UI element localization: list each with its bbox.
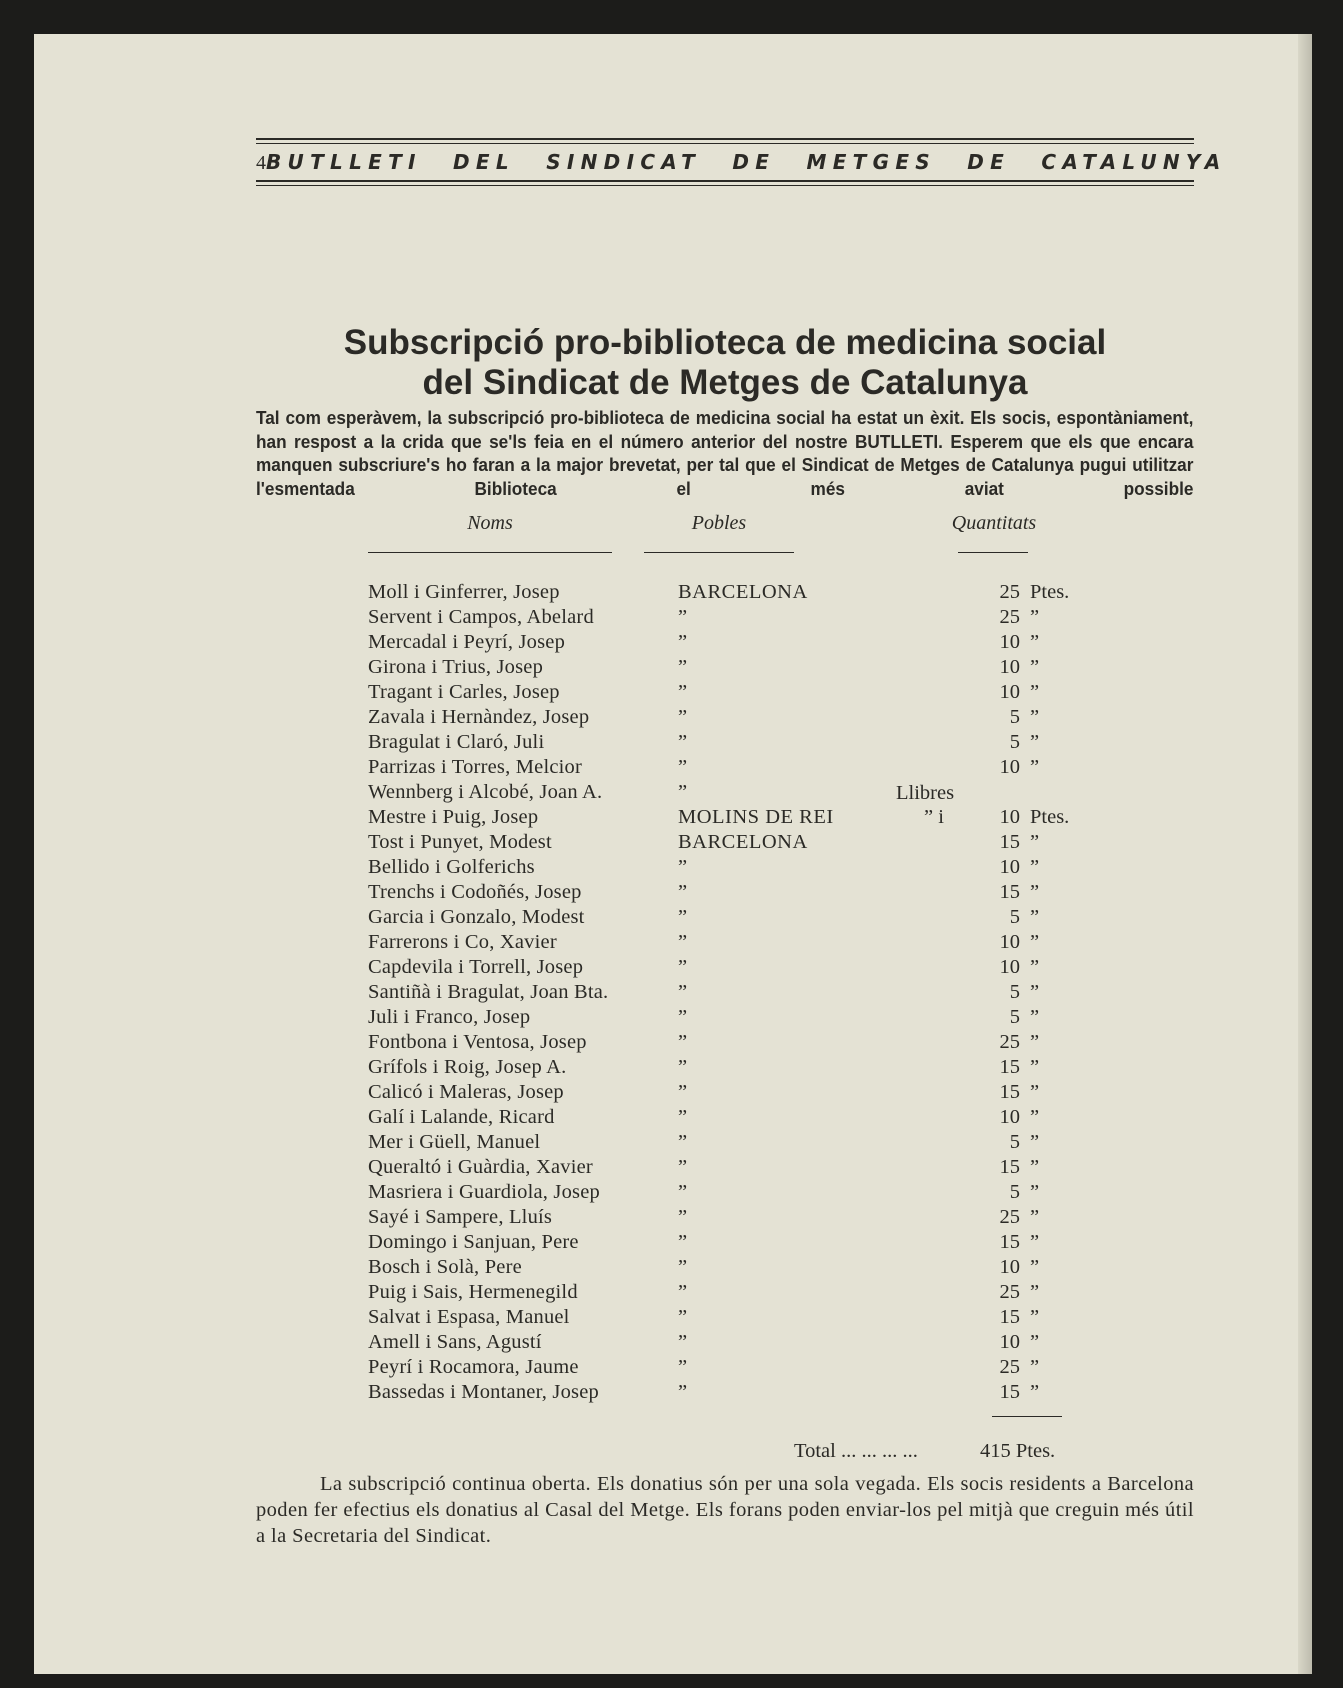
donation-amount: 5 — [1009, 1181, 1020, 1203]
header-rule-top — [256, 138, 1194, 140]
donation-unit: ” — [1030, 1356, 1040, 1378]
subscriber-town: ” — [678, 1056, 688, 1078]
closing-paragraph: La subscripció continua oberta. Els donatius són per una sola vegada. Els socis residents a Barcelona poden fer efectius els donatius al Casal del Metge. Els forans poden enviar-los pel mitjà que creguin més útil a la Secretaria del Sindicat. — [256, 1473, 1194, 1547]
subscriber-town: ” — [678, 1231, 688, 1253]
donation-amount: 10 — [999, 1331, 1020, 1353]
subscriber-town: ” — [678, 731, 688, 753]
donation-unit: ” — [1030, 1081, 1040, 1103]
subscriber-town: ” — [678, 1306, 688, 1328]
subscriber-town: ” — [678, 606, 688, 628]
subscriber-town: ” — [678, 1131, 688, 1153]
subscriber-town: ” — [678, 1031, 688, 1053]
subscriber-name: Parrizas i Torres, Melcior — [368, 756, 583, 778]
table-row — [34, 930, 1312, 955]
column-rule-amounts — [958, 552, 1028, 553]
subscriber-town: ” — [678, 881, 688, 903]
donation-unit: ” — [1030, 856, 1040, 878]
donation-unit: ” — [1030, 1131, 1040, 1153]
page-number: 4 — [256, 152, 266, 174]
donation-unit: ” — [1030, 1331, 1040, 1353]
donation-unit: ” — [1030, 656, 1040, 678]
subscriber-town: ” — [678, 1281, 688, 1303]
donation-unit: ” — [1030, 756, 1040, 778]
subscriber-name: Galí i Lalande, Ricard — [368, 1106, 555, 1128]
donation-unit: ” — [1030, 606, 1040, 628]
table-row — [34, 955, 1312, 980]
header-rule-bottom-thin — [256, 185, 1194, 186]
subscriber-name: Bosch i Solà, Pere — [368, 1256, 522, 1278]
table-row — [34, 1055, 1312, 1080]
table-row — [34, 1105, 1312, 1130]
donation-amount: 10 — [999, 756, 1020, 778]
subscriber-town: ” — [678, 981, 688, 1003]
subscriber-name: Salvat i Espasa, Manuel — [368, 1306, 570, 1328]
article-title-line2: del Sindicat de Metges de Catalunya — [422, 363, 1028, 402]
donation-amount: 25 — [999, 1281, 1020, 1303]
donation-amount: 5 — [1009, 1006, 1020, 1028]
donation-amount: 15 — [999, 1306, 1020, 1328]
running-header — [256, 138, 1227, 186]
subscriber-town: ” — [678, 781, 688, 803]
subscriber-name: Masriera i Guardiola, Josep — [368, 1181, 600, 1203]
donation-amount: 10 — [999, 806, 1020, 828]
subscriber-town: ” — [678, 956, 688, 978]
table-row — [34, 655, 1312, 680]
donation-amount: 5 — [1009, 981, 1020, 1003]
table-row — [34, 705, 1312, 730]
table-row — [34, 1380, 1312, 1405]
donation-unit: ” — [1030, 956, 1040, 978]
subscriber-name: Puig i Sais, Hermenegild — [368, 1281, 578, 1303]
table-row — [34, 1080, 1312, 1105]
donation-amount: 15 — [999, 831, 1020, 853]
table-row — [34, 905, 1312, 930]
subscriber-name: Girona i Trius, Josep — [368, 656, 544, 678]
subscriber-town: ” — [678, 1081, 688, 1103]
subscriber-town: ” — [678, 1181, 688, 1203]
donation-unit: ” — [1030, 1006, 1040, 1028]
donation-amount: 5 — [1009, 706, 1020, 728]
table-row — [34, 1030, 1312, 1055]
donation-amount: 25 — [999, 606, 1020, 628]
donation-amount: 10 — [999, 956, 1020, 978]
subscriber-name: Queraltó i Guàrdia, Xavier — [368, 1156, 593, 1178]
table-row — [34, 1205, 1312, 1230]
subscriber-town: ” — [678, 1381, 688, 1403]
subscriber-town: ” — [678, 656, 688, 678]
donation-unit: ” — [1030, 631, 1040, 653]
total-label: Total ... ... ... ... — [794, 1440, 918, 1462]
subscriber-name: Bragulat i Claró, Juli — [368, 731, 545, 753]
donation-unit: ” — [1030, 831, 1040, 853]
donation-amount: 5 — [1009, 906, 1020, 928]
subscriber-name: Bassedas i Montaner, Josep — [368, 1381, 599, 1403]
subscriber-town: BARCELONA — [678, 581, 808, 603]
table-row — [34, 1305, 1312, 1330]
subscriber-name: Domingo i Sanjuan, Pere — [368, 1231, 579, 1253]
subscriber-name: Bellido i Golferichs — [368, 856, 535, 878]
subscriber-town: ” — [678, 631, 688, 653]
subscriber-town: ” — [678, 1156, 688, 1178]
subscriber-name: Trenchs i Codoñés, Josep — [368, 881, 582, 903]
table-row — [34, 855, 1312, 880]
table-row — [34, 1180, 1312, 1205]
subscriber-name: Mercadal i Peyrí, Josep — [368, 631, 566, 653]
donation-unit: ” — [1030, 1381, 1040, 1403]
subscriber-town: ” — [678, 856, 688, 878]
donation-amount: 10 — [999, 656, 1020, 678]
subscriber-name: Fontbona i Ventosa, Josep — [368, 1031, 587, 1053]
subscriber-name: Peyrí i Rocamora, Jaume — [368, 1356, 579, 1378]
donation-amount: 15 — [999, 881, 1020, 903]
subscriber-name: Juli i Franco, Josep — [368, 1006, 531, 1028]
column-header-towns: Pobles — [691, 512, 747, 534]
subscriber-town: ” — [678, 681, 688, 703]
donation-unit: ” — [1030, 1181, 1040, 1203]
subscriber-name: Wennberg i Alcobé, Joan A. — [368, 781, 603, 803]
donation-amount: 5 — [1009, 1131, 1020, 1153]
donation-amount: 15 — [999, 1231, 1020, 1253]
subscriber-town: ” — [678, 756, 688, 778]
table-row — [34, 780, 1312, 805]
subscriber-name: Farrerons i Co, Xavier — [368, 931, 557, 953]
table-row — [34, 980, 1312, 1005]
subscriber-name: Tost i Punyet, Modest — [368, 831, 552, 853]
donation-unit: ” — [1030, 906, 1040, 928]
table-row — [34, 830, 1312, 855]
subscriber-name: Servent i Campos, Abelard — [368, 606, 594, 628]
donation-unit: ” — [1030, 1256, 1040, 1278]
subscriber-town: BARCELONA — [678, 831, 808, 853]
sum-rule — [992, 1416, 1062, 1417]
table-row — [34, 1330, 1312, 1355]
subscriber-name: Garcia i Gonzalo, Modest — [368, 906, 585, 928]
donation-unit: ” — [1030, 681, 1040, 703]
donation-amount: 15 — [999, 1156, 1020, 1178]
donation-amount: 25 — [999, 1356, 1020, 1378]
table-row — [34, 1130, 1312, 1155]
table-row — [34, 1355, 1312, 1380]
header-rule-bottom — [256, 180, 1194, 182]
donation-unit: Ptes. — [1030, 581, 1070, 603]
subscriber-town: ” — [678, 1106, 688, 1128]
subscriber-name: Mer i Güell, Manuel — [368, 1131, 541, 1153]
donation-unit: ” — [1030, 706, 1040, 728]
subscriber-name: Capdevila i Torrell, Josep — [368, 956, 584, 978]
subscriber-name: Grífols i Roig, Josep A. — [368, 1056, 567, 1078]
donation-unit: ” — [1030, 1106, 1040, 1128]
donation-amount: 10 — [999, 681, 1020, 703]
donation-unit: ” — [1030, 1231, 1040, 1253]
table-row — [34, 1005, 1312, 1030]
donation-amount: 25 — [999, 581, 1020, 603]
donation-unit: Ptes. — [1030, 806, 1070, 828]
table-row — [34, 1155, 1312, 1180]
table-row — [34, 730, 1312, 755]
donation-amount: 10 — [999, 631, 1020, 653]
donation-amount: 25 — [999, 1206, 1020, 1228]
subscriber-town: ” — [678, 906, 688, 928]
donation-unit: ” — [1030, 1206, 1040, 1228]
subscriber-town: ” — [678, 1331, 688, 1353]
row-extra: ” i — [924, 806, 944, 828]
subscriber-name: Calicó i Maleras, Josep — [368, 1081, 564, 1103]
table-row — [34, 680, 1312, 705]
table-row — [34, 880, 1312, 905]
donation-amount: 15 — [999, 1081, 1020, 1103]
donation-amount: 15 — [999, 1381, 1020, 1403]
donation-unit: ” — [1030, 1306, 1040, 1328]
libres-label: Llibres — [896, 782, 955, 804]
donation-amount: 10 — [999, 1106, 1020, 1128]
column-header-names: Noms — [467, 512, 513, 534]
subscriber-town: ” — [678, 1006, 688, 1028]
column-rule-towns — [644, 552, 794, 553]
total-value: 415 Ptes. — [980, 1440, 1056, 1462]
subscriber-town: ” — [678, 931, 688, 953]
column-header-amounts: Quantitats — [951, 512, 1037, 534]
table-row — [34, 755, 1312, 780]
document-page — [34, 34, 1312, 1674]
table-row — [34, 1280, 1312, 1305]
journal-title: BUTLLETI DEL SINDICAT DE METGES DE CATALUNYA — [266, 150, 1227, 174]
donation-unit: ” — [1030, 1156, 1040, 1178]
article-intro: Tal com esperàvem, la subscripció pro-biblioteca de medicina social ha estat un èxit. Els socis, espontàniament, han respost a la crida que se'ls feia en el número anterior del nostre BUTLLETI. Esperem que els que encara manquen subscriure's ho faran a la major brevetat, per tal que el Sindicat de Metges de Catalunya pugui utilitzar l'esmentada Biblioteca el més aviat possible — [256, 407, 1194, 499]
table-row — [34, 580, 1312, 605]
donation-amount: 25 — [999, 1031, 1020, 1053]
donation-unit: ” — [1030, 931, 1040, 953]
donation-amount: 10 — [999, 1256, 1020, 1278]
donation-amount: 10 — [999, 931, 1020, 953]
subscriber-town: ” — [678, 1356, 688, 1378]
subscriber-name: Moll i Ginferrer, Josep — [368, 581, 560, 603]
donation-unit: ” — [1030, 1281, 1040, 1303]
header-line — [256, 144, 1227, 180]
subscriber-name: Zavala i Hernàndez, Josep — [368, 706, 590, 728]
subscriber-name: Sayé i Sampere, Lluís — [368, 1206, 553, 1228]
column-rule-names — [368, 552, 612, 553]
donation-amount: 5 — [1009, 731, 1020, 753]
subscriber-town: ” — [678, 1206, 688, 1228]
subscriber-name: Santiñà i Bragulat, Joan Bta. — [368, 981, 609, 1003]
table-row — [34, 1255, 1312, 1280]
subscriber-name: Mestre i Puig, Josep — [368, 806, 539, 828]
donation-amount: 15 — [999, 1056, 1020, 1078]
subscriber-town: MOLINS DE REI — [678, 806, 834, 828]
article-title-line1: Subscripció pro-biblioteca de medicina social — [343, 323, 1107, 362]
table-row — [34, 605, 1312, 630]
closing-note — [256, 1471, 1194, 1549]
subscriber-name: Tragant i Carles, Josep — [368, 681, 560, 703]
donation-unit: ” — [1030, 981, 1040, 1003]
subscriber-town: ” — [678, 1256, 688, 1278]
subscriber-town: ” — [678, 706, 688, 728]
donation-unit: ” — [1030, 731, 1040, 753]
donation-unit: ” — [1030, 1056, 1040, 1078]
table-row — [34, 630, 1312, 655]
donation-unit: ” — [1030, 1031, 1040, 1053]
table-row — [34, 805, 1312, 830]
subscription-table — [34, 580, 1312, 1405]
subscriber-name: Amell i Sans, Agustí — [368, 1331, 542, 1353]
donation-unit: ” — [1030, 881, 1040, 903]
donation-amount: 10 — [999, 856, 1020, 878]
table-row — [34, 1230, 1312, 1255]
